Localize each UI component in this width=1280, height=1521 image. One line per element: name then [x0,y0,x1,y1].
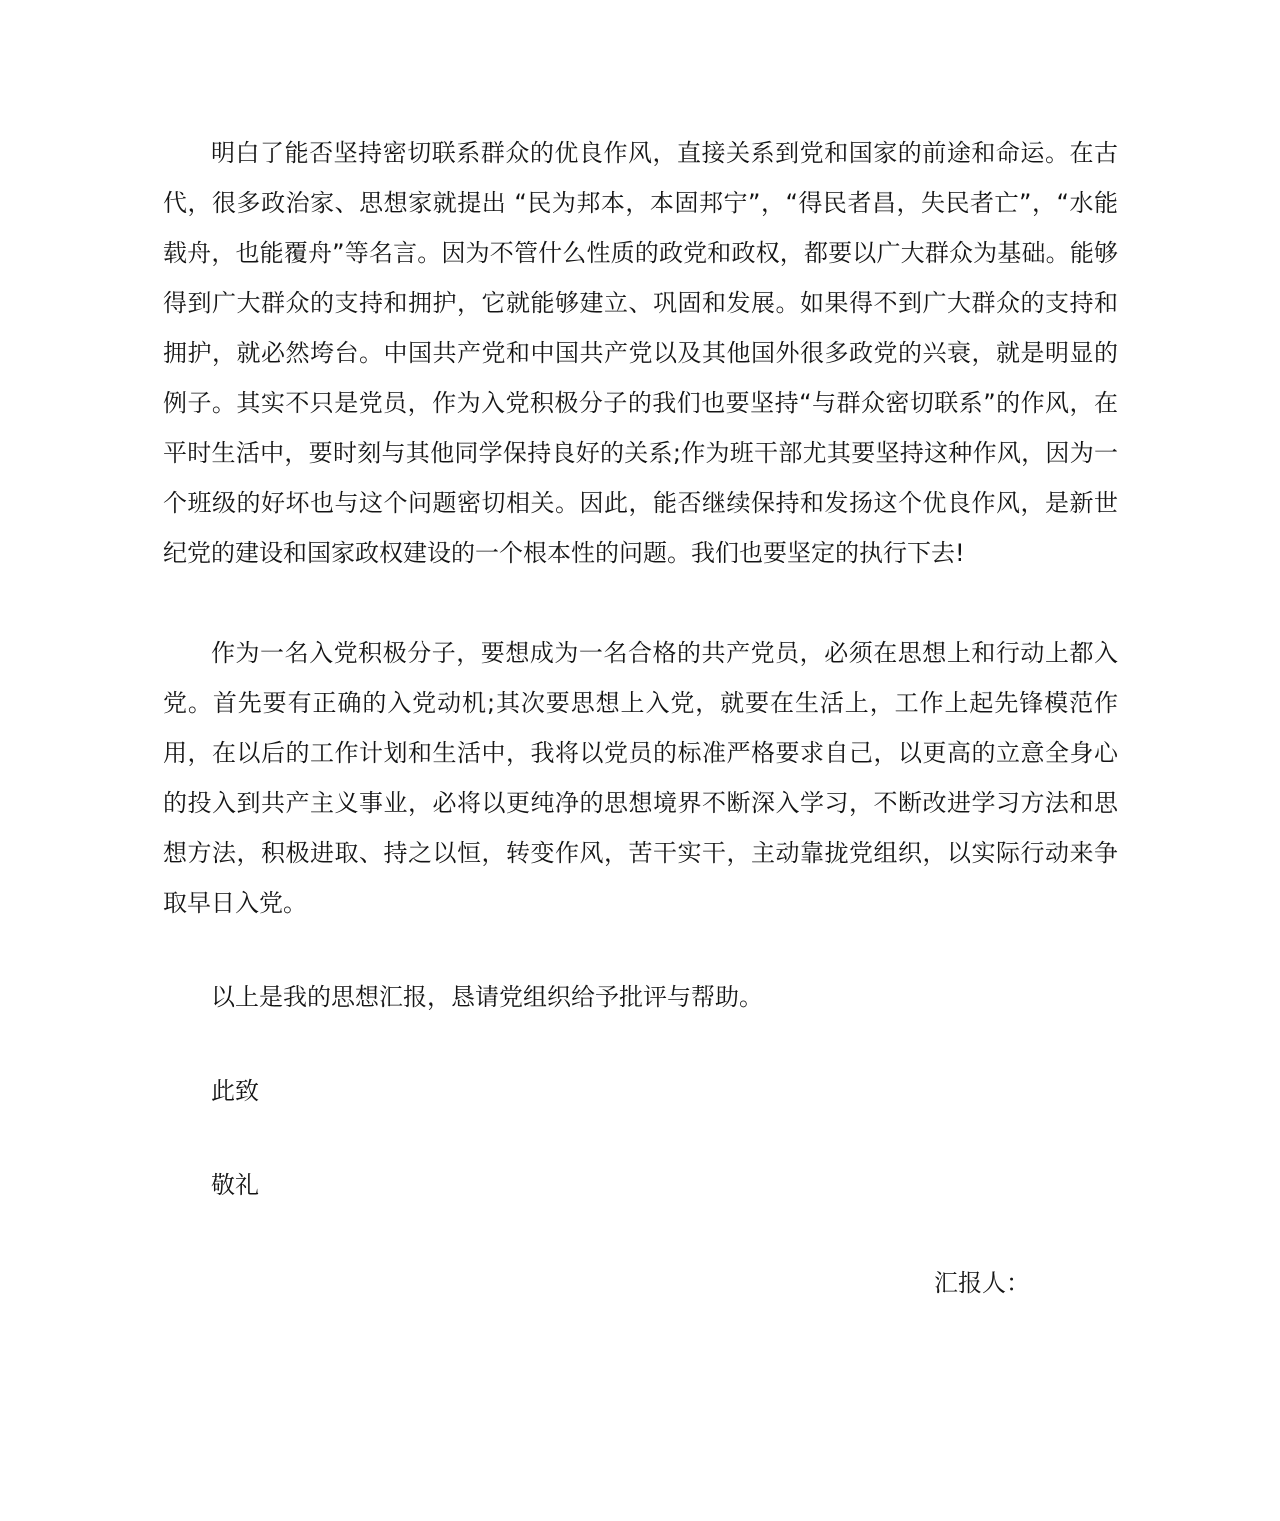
salutation-jingli: 敬礼 [211,1171,259,1199]
body-paragraph-2: 作为一名入党积极分子，要想成为一名合格的共产党员，必须在思想上和行动上都入党。首先要有正确的入党动机;其次要思想上入党，就要在生活上，工作上起先锋模范作用，在以后的工作计划和生活中，我将以党员的标准严格要求自己，以更高的立意全身心的投入到共产主义事业，必将以更纯净的思想境界不断深入学习，不断改进学习方法和思想方法，积极进取、持之以恒，转变作风，苦干实干，主动靠拢党组织，以实际行动来争取早日入党。 [163,639,1118,917]
reporter-signature-label: 汇报人： [934,1269,1030,1297]
document-body [163,128,1118,1210]
salutation-cizhi: 此致 [211,1077,259,1105]
closing-request: 以上是我的思想汇报，恳请党组织给予批评与帮助。 [211,983,763,1011]
body-paragraph-1: 明白了能否坚持密切联系群众的优良作风，直接关系到党和国家的前途和命运。在古代，很多政治家、思想家就提出 “民为邦本，本固邦宁”，“得民者昌，失民者亡”，“水能载舟，也能覆舟”等名言。因为不管什么性质的政党和政权，都要以广大群众为基础。能够得到广大群众的支持和拥护，它就能够建立、巩固和发展。如果得不到广大群众的支持和拥护，就必然垮台。中国共产党和中国共产党以及其他国外很多政党的兴衰，就是明显的例子。其实不只是党员，作为入党积极分子的我们也要坚持“与群众密切联系”的作风，在平时生活中，要时刻与其他同学保持良好的关系;作为班干部尤其要坚持这种作风，因为一个班级的好坏也与这个问题密切相关。因此，能否继续保持和发扬这个优良作风，是新世纪党的建设和国家政权建设的一个根本性的问题。我们也要坚定的执行下去! [163,139,1118,567]
